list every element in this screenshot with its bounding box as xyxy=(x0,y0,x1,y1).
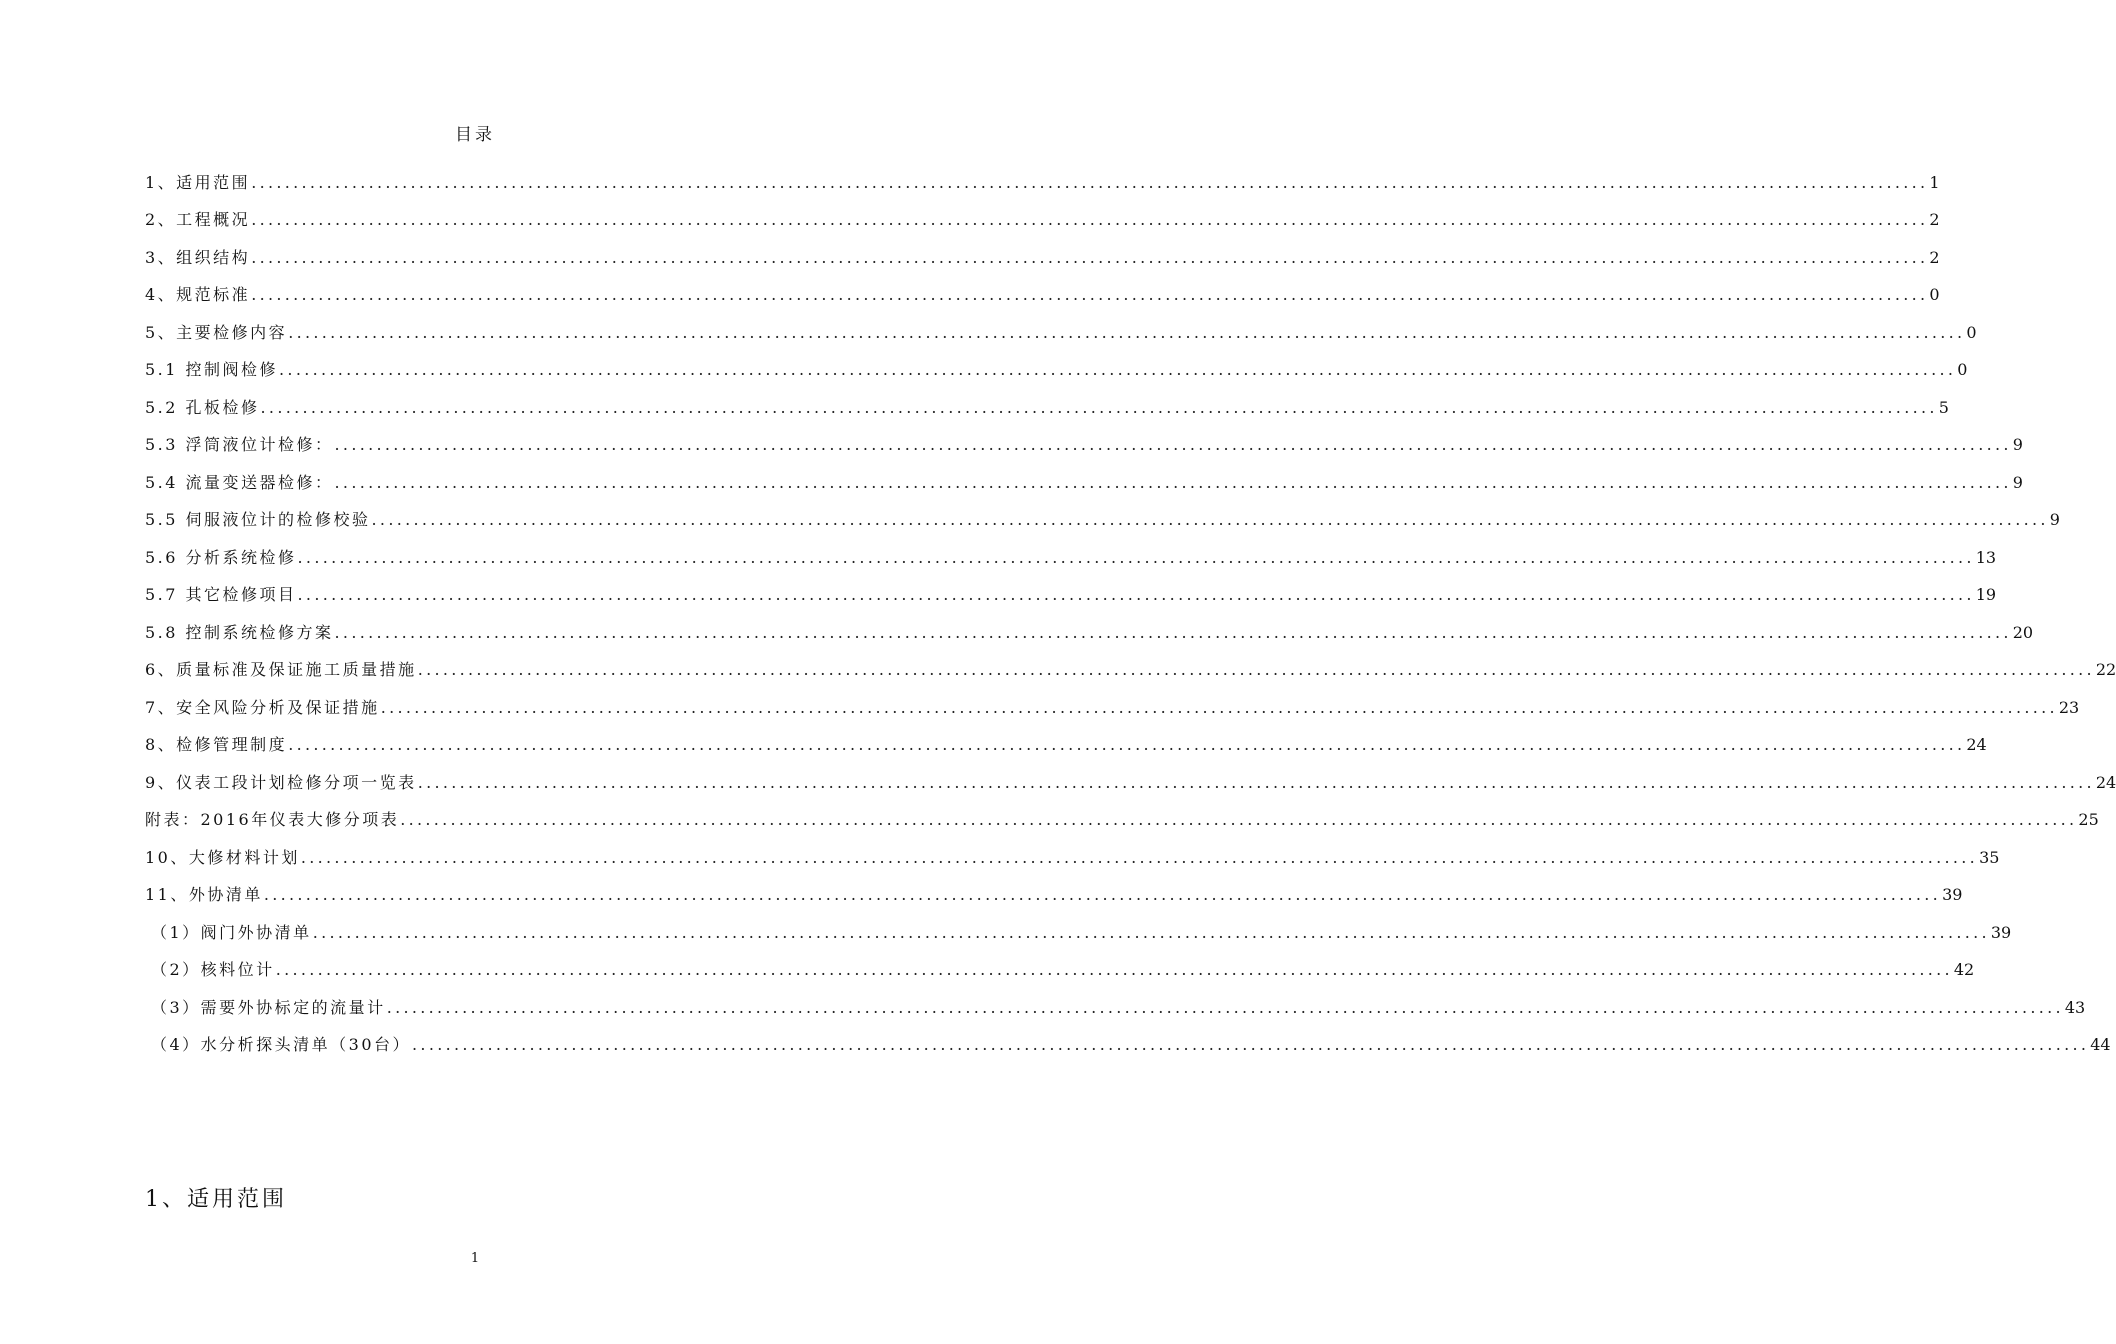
toc-entry-page: 20 xyxy=(2012,622,2034,642)
toc-entry-page: 42 xyxy=(1953,960,1975,979)
toc-entry-page: 23 xyxy=(2058,697,2080,717)
toc-entry-label: 附表：2016年仪表大修分项表 xyxy=(145,810,400,829)
toc-dot-leader: ........................................................................................................................................................................................................ xyxy=(297,585,1975,604)
toc-entry[interactable] xyxy=(145,680,2080,718)
toc-entry-label: 9、仪表工段计划检修分项一览表 xyxy=(145,772,417,792)
toc-dot-leader: ........................................................................................................................................................................................................ xyxy=(380,697,2058,717)
toc-entry-label: 2、工程概况 xyxy=(145,210,251,229)
toc-entry[interactable] xyxy=(145,830,2000,868)
toc-entry[interactable] xyxy=(145,605,2034,643)
toc-entry-page: 0 xyxy=(1957,360,1968,379)
toc-entry[interactable] xyxy=(145,268,1940,306)
toc-dot-leader: ........................................................................................................................................................................................................ xyxy=(300,847,1979,867)
toc-entry-label: （1）阀门外协清单 xyxy=(151,922,312,942)
toc-dot-leader: ........................................................................................................................................................................................................ xyxy=(279,360,1957,379)
toc-entry-label: （3）需要外协标定的流量计 xyxy=(151,997,386,1017)
toc-dot-leader: ........................................................................................................................................................................................................ xyxy=(386,997,2064,1017)
toc-entry[interactable] xyxy=(145,868,1963,906)
toc-entry[interactable] xyxy=(145,755,2116,793)
toc-entry[interactable] xyxy=(145,343,1968,381)
toc-entry-page: 9 xyxy=(2049,510,2060,529)
toc-entry-page: 19 xyxy=(1975,585,1997,604)
toc-entry-page: 24 xyxy=(1966,735,1987,754)
toc-entry-label: 7、安全风险分析及保证措施 xyxy=(145,697,380,717)
table-of-contents xyxy=(145,155,2116,1055)
toc-entry[interactable] xyxy=(145,155,1940,193)
toc-entry-label: 5.7 其它检修项目 xyxy=(145,585,297,604)
toc-dot-leader: ........................................................................................................................................................................................................ xyxy=(297,547,1975,567)
toc-entry[interactable] xyxy=(145,568,1997,606)
toc-entry[interactable] xyxy=(145,793,2099,831)
toc-entry-page: 9 xyxy=(2012,472,2023,492)
toc-entry-page: 35 xyxy=(1979,847,2000,867)
toc-entry-label: 5.3 浮筒液位计检修： xyxy=(145,435,334,454)
toc-entry-page: 9 xyxy=(2012,435,2023,454)
toc-entry-page: 44 xyxy=(2090,1035,2111,1054)
toc-entry-page: 43 xyxy=(2064,997,2086,1017)
toc-entry-page: 0 xyxy=(1929,285,1940,304)
toc-dot-leader: ........................................................................................................................................................................................................ xyxy=(251,210,1929,229)
toc-dot-leader: ........................................................................................................................................................................................................ xyxy=(251,285,1929,304)
toc-entry[interactable] xyxy=(145,418,2023,456)
toc-dot-leader: ........................................................................................................................................................................................................ xyxy=(334,435,2012,454)
toc-entry-label: 5、主要检修内容 xyxy=(145,322,288,342)
toc-entry[interactable] xyxy=(145,230,1940,268)
toc-dot-leader: ........................................................................................................................................................................................................ xyxy=(251,247,1929,267)
toc-entry-label: 5.8 控制系统检修方案 xyxy=(145,622,334,642)
toc-entry-page: 2 xyxy=(1929,247,1940,267)
toc-entry-label: （4）水分析探头清单（30台） xyxy=(151,1035,412,1054)
toc-entry-label: 5.4 流量变送器检修： xyxy=(145,472,334,492)
toc-entry-label: 8、检修管理制度 xyxy=(145,735,288,754)
toc-entry[interactable] xyxy=(145,193,1940,231)
toc-dot-leader: ........................................................................................................................................................................................................ xyxy=(334,472,2012,492)
toc-entry-label: 6、质量标准及保证施工质量措施 xyxy=(145,660,417,679)
toc-entry-label: 4、规范标准 xyxy=(145,285,251,304)
toc-title: 目录 xyxy=(455,125,495,145)
toc-dot-leader: ........................................................................................................................................................................................................ xyxy=(417,660,2095,679)
toc-dot-leader: ........................................................................................................................................................................................................ xyxy=(260,397,1938,417)
toc-entry[interactable] xyxy=(145,1018,2111,1056)
toc-entry[interactable] xyxy=(145,905,2012,943)
toc-entry-label: 10、大修材料计划 xyxy=(145,847,300,867)
toc-entry-page: 13 xyxy=(1975,547,1997,567)
page-number: 1 xyxy=(470,1251,480,1266)
toc-entry[interactable] xyxy=(145,943,1975,981)
toc-entry[interactable] xyxy=(145,643,2116,681)
toc-entry-label: 5.6 分析系统检修 xyxy=(145,547,297,567)
toc-entry-page: 22 xyxy=(2095,660,2116,679)
toc-dot-leader: ........................................................................................................................................................................................................ xyxy=(275,960,1953,979)
toc-entry-label: 5.5 伺服液位计的检修校验 xyxy=(145,510,371,529)
toc-dot-leader: ........................................................................................................................................................................................................ xyxy=(288,322,1966,342)
toc-entry-label: 3、组织结构 xyxy=(145,247,251,267)
toc-dot-leader: ........................................................................................................................................................................................................ xyxy=(412,1035,2090,1054)
toc-entry-page: 39 xyxy=(1942,885,1963,904)
toc-dot-leader: ........................................................................................................................................................................................................ xyxy=(334,622,2012,642)
toc-dot-leader: ........................................................................................................................................................................................................ xyxy=(371,510,2049,529)
toc-entry[interactable] xyxy=(145,493,2060,531)
toc-entry-page: 1 xyxy=(1929,172,1940,192)
toc-entry-page: 0 xyxy=(1966,322,1977,342)
toc-entry[interactable] xyxy=(145,455,2023,493)
toc-entry[interactable] xyxy=(145,718,1987,756)
toc-entry[interactable] xyxy=(145,980,2086,1018)
toc-entry-page: 25 xyxy=(2078,810,2099,829)
toc-entry-page: 39 xyxy=(1990,922,2012,942)
toc-dot-leader: ........................................................................................................................................................................................................ xyxy=(417,772,2095,792)
toc-dot-leader: ........................................................................................................................................................................................................ xyxy=(263,885,1942,904)
toc-dot-leader: ........................................................................................................................................................................................................ xyxy=(312,922,1990,942)
section-heading: 1、适用范围 xyxy=(145,1187,287,1212)
toc-entry-page: 24 xyxy=(2095,772,2116,792)
toc-entry[interactable] xyxy=(145,305,1977,343)
toc-entry-page: 2 xyxy=(1929,210,1940,229)
toc-dot-leader: ........................................................................................................................................................................................................ xyxy=(400,810,2078,829)
toc-entry-label: 1、适用范围 xyxy=(145,172,251,192)
toc-entry-label: 5.2 孔板检修 xyxy=(145,397,260,417)
toc-entry-label: （2）核料位计 xyxy=(151,960,275,979)
toc-entry[interactable] xyxy=(145,380,1949,418)
toc-entry-label: 5.1 控制阀检修 xyxy=(145,360,279,379)
toc-entry-page: 5 xyxy=(1938,397,1949,417)
toc-dot-leader: ........................................................................................................................................................................................................ xyxy=(288,735,1966,754)
toc-dot-leader: ........................................................................................................................................................................................................ xyxy=(251,172,1929,192)
toc-entry[interactable] xyxy=(145,530,1997,568)
toc-entry-label: 11、外协清单 xyxy=(145,885,263,904)
